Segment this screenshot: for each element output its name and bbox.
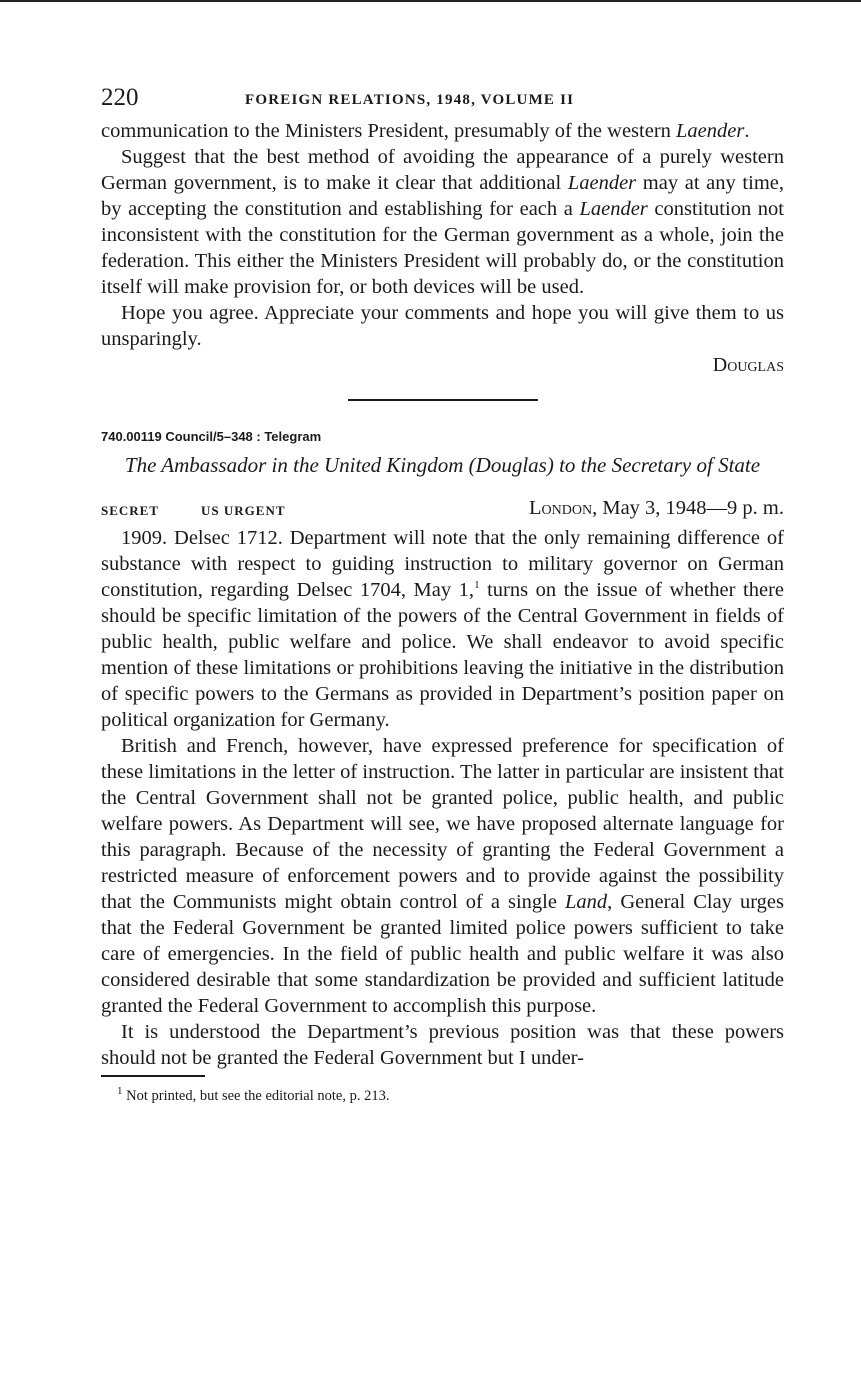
prev-paragraph-2: Suggest that the best method of avoiding the appearance of a purely western German government, is to make it clear that additional Laender may at any time, by accepting the constitution and establishing for each a Laender constitution not inconsistent with the constitution for the German government as a whole, join the federation. This either the Ministers President will probably do, or the constitution itself will make provision for, or both devices will be used. [101, 146, 784, 298]
document-title: The Ambassador in the United Kingdom (Douglas) to the Secretary of State [124, 453, 761, 477]
classification-line [101, 503, 328, 519]
footnote-marker: 1 [117, 1084, 123, 1097]
classification: SECRET [101, 503, 160, 518]
signature: Douglas [712, 354, 784, 376]
doc-paragraph-1: 1909. Delsec 1712. Department will note that the only remaining difference of substance with respect to guiding instruction to military governor on German constitution, regarding Delsec 1704, May 1,$^1$ turns on the issue of whether there should be specific limitation of the powers of the Central Government in fields of public health, public welfare and police. We shall endeavor to avoid specific mention of these limitations or prohibitions leaving the initiative in the distribution of specific powers to the Germans as provided in Department’s position paper on political organization for Germany. [101, 527, 784, 731]
date: , May 3, 1948—9 p. m. [592, 497, 784, 519]
prev-paragraph-1: communication to the Ministers President, presumably of the western Laender. [101, 120, 750, 142]
doc-paragraph-2: British and French, however, have expressed preference for specification of these limitations in the letter of instruction. The latter in particular are insistent that the Central Government shall not be granted police, public health, and public welfare powers. As Department will see, we have proposed alternate language for this paragraph. Because of the necessity of granting the Federal Government a restricted measure of enforcement powers and to provide against the possibility that the Communists might obtain control of a single Land, General Clay urges that the Federal Government be granted limited police powers sufficient to take care of emergencies. In the field of public health and public welfare it was also considered desirable that some standardization be provided and sufficient latitude granted the Federal Government to accomplish this purpose. [101, 735, 785, 1017]
document-page [101, 84, 784, 1105]
running-head: FOREIGN RELATIONS, 1948, VOLUME II [245, 92, 575, 108]
prev-paragraph-3: Hope you agree. Appreciate your comments and hope you will give them to us unsparingly. [101, 302, 784, 350]
footnote [101, 1084, 784, 1105]
page-top-border [0, 0, 861, 2]
doc-paragraph-3: It is understood the Department’s previous position was that these powers should not be granted the Federal Government but I under- [101, 1021, 784, 1069]
page-header [101, 84, 784, 118]
page-number: 220 [101, 84, 139, 111]
priority: US URGENT [201, 503, 286, 518]
dateline [529, 497, 784, 520]
footnote-text: Not printed, but see the editorial note, p. 213. [122, 1087, 390, 1104]
place: London [529, 497, 593, 519]
footnote-ref: 1 [474, 579, 480, 592]
footnote-rule [101, 1075, 205, 1077]
telegram-meta [101, 497, 784, 525]
section-separator [348, 399, 538, 401]
file-reference: 740.00119 Council/5–348 : Telegram [101, 429, 322, 444]
